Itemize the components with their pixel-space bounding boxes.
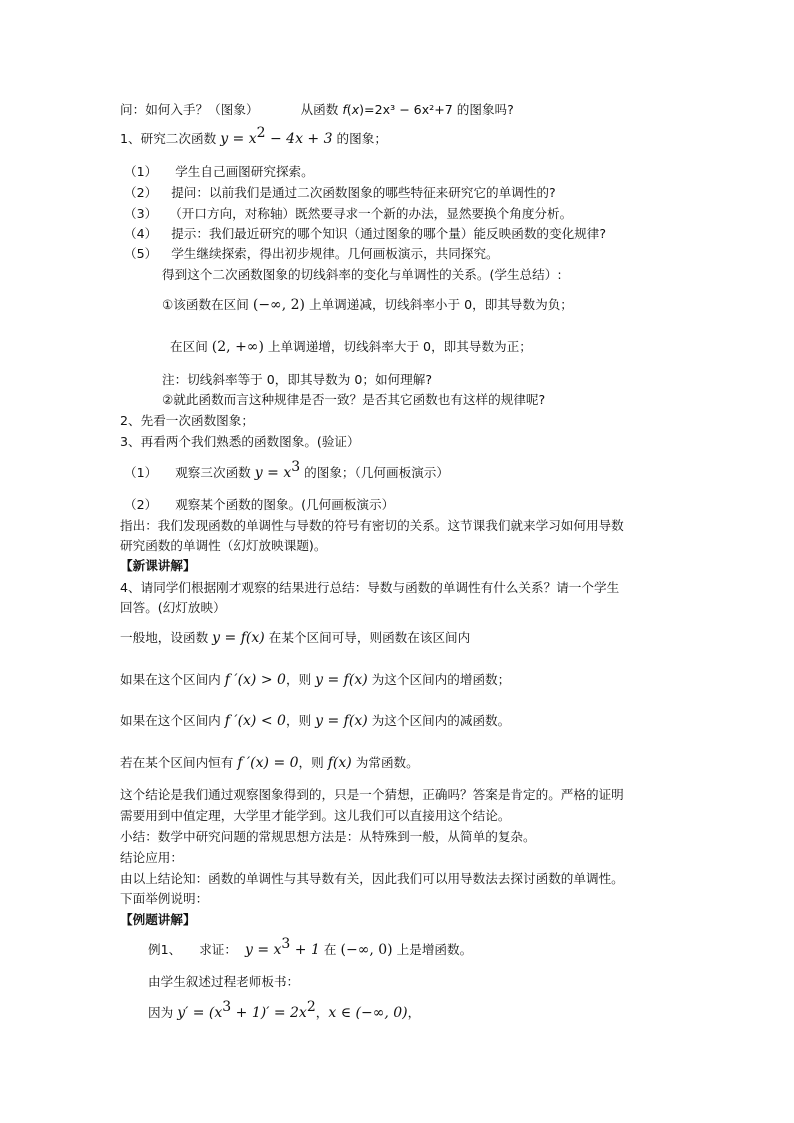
note-line: 注：切线斜率等于 0，即其导数为 0；如何理解? [162,372,432,387]
section-heading-new-lesson: 【新课讲解】 [120,558,196,573]
step-4-line-2: 回答。(幻灯放映） [120,600,226,615]
point-out-line-2: 研究函数的单调性（幻灯放映课题)。 [120,538,327,553]
question-line: 问：如何入手？（图象） 从函数 f(x)=2x³ − 6x²+7 的图象吗? [120,102,514,117]
item-5: （5） 学生继续探索，得出初步规律。几何画板演示，共同探究。 [124,246,499,261]
step-1-heading: 1、研究二次函数 $y = x^2 - 4x + 3$ 的图象； [120,125,387,147]
item-4: （4） 提示：我们最近研究的哪个知识（通过图象的哪个量）能反映函数的变化规律? [124,226,607,241]
board-note: 由学生叙述过程老师板书： [148,974,300,989]
conjecture-line-2: 需要用到中值定理，大学里才能学到。这儿我们可以直接用这个结论。 [120,808,511,823]
step-3-heading: 3、再看两个我们熟悉的函数图象。(验证） [120,434,360,449]
observe-1: （1） 观察三次函数 $y = x^3$ 的图象；（几何画板演示） [124,459,449,481]
step-2-heading: 2、先看一次函数图象； [120,413,254,428]
rule-increasing: 如果在这个区间内 f ′(x) > 0，则 y = f(x) 为这个区间内的增函数； [120,672,511,688]
rule-decreasing: 如果在这个区间内 f ′(x) < 0，则 y = f(x) 为这个区间内的减函数。 [120,713,511,729]
summary-line: 小结：数学中研究问题的常规思想方法是：从特殊到一般，从简单的复杂。 [120,829,536,844]
example-intro: 下面举例说明： [120,891,209,906]
general-statement: 一般地，设函数 y = f(x) 在某个区间可导，则函数在该区间内 [120,630,471,646]
application-line: 由以上结论知：函数的单调性与其导数有关，因此我们可以用导数法去探讨函数的单调性。 [120,871,624,886]
step-4-line-1: 4、请同学们根据刚才观察的结果进行总结：导数与函数的单调性有什么关系？请一个学生 [120,580,620,595]
item-1: （1） 学生自己画图研究探索。 [124,164,314,179]
item-5-summary: 得到这个二次函数图象的切线斜率的变化与单调性的关系。(学生总结）: [162,267,562,282]
conclusion-decreasing: ①该函数在区间 (−∞, 2) 上单调递减，切线斜率小于 0，即其导数为负； [162,297,573,313]
item-2: （2） 提问：以前我们是通过二次函数图象的哪些特征来研究它的单调性的? [124,185,556,200]
application-heading: 结论应用： [120,850,183,865]
rule-constant: 若在某个区间内恒有 f ′(x) = 0，则 f(x) 为常函数。 [120,755,419,771]
point-out-line-1: 指出：我们发现函数的单调性与导数的符号有密切的关系。这节课我们就来学习如何用导数 [120,518,624,533]
conjecture-line-1: 这个结论是我们通过观察图象得到的，只是一个猜想，正确吗？答案是肯定的。严格的证明 [120,787,624,802]
conclusion-increasing: 在区间 (2, +∞) 上单调递增，切线斜率大于 0，即其导数为正； [170,339,532,355]
example-1: 例1、 求证： $y = x^3 + 1$ 在 (−∞, 0) 上是增函数。 [148,936,473,958]
item-3: （3） （开口方向，对称轴）既然要寻求一个新的办法，显然要换个角度分析。 [124,206,573,221]
observe-2: （2） 观察某个函数的图象。(几何画板演示） [124,497,395,512]
derivative-line: 因为 $y' = (x^3 + 1)' = 2x^2$，x ∈ (−∞, 0)， [148,999,421,1021]
question-consistency: ②就此函数而言这种规律是否一致？是否其它函数也有这样的规律呢? [162,392,546,407]
section-heading-examples: 【例题讲解】 [120,912,196,927]
